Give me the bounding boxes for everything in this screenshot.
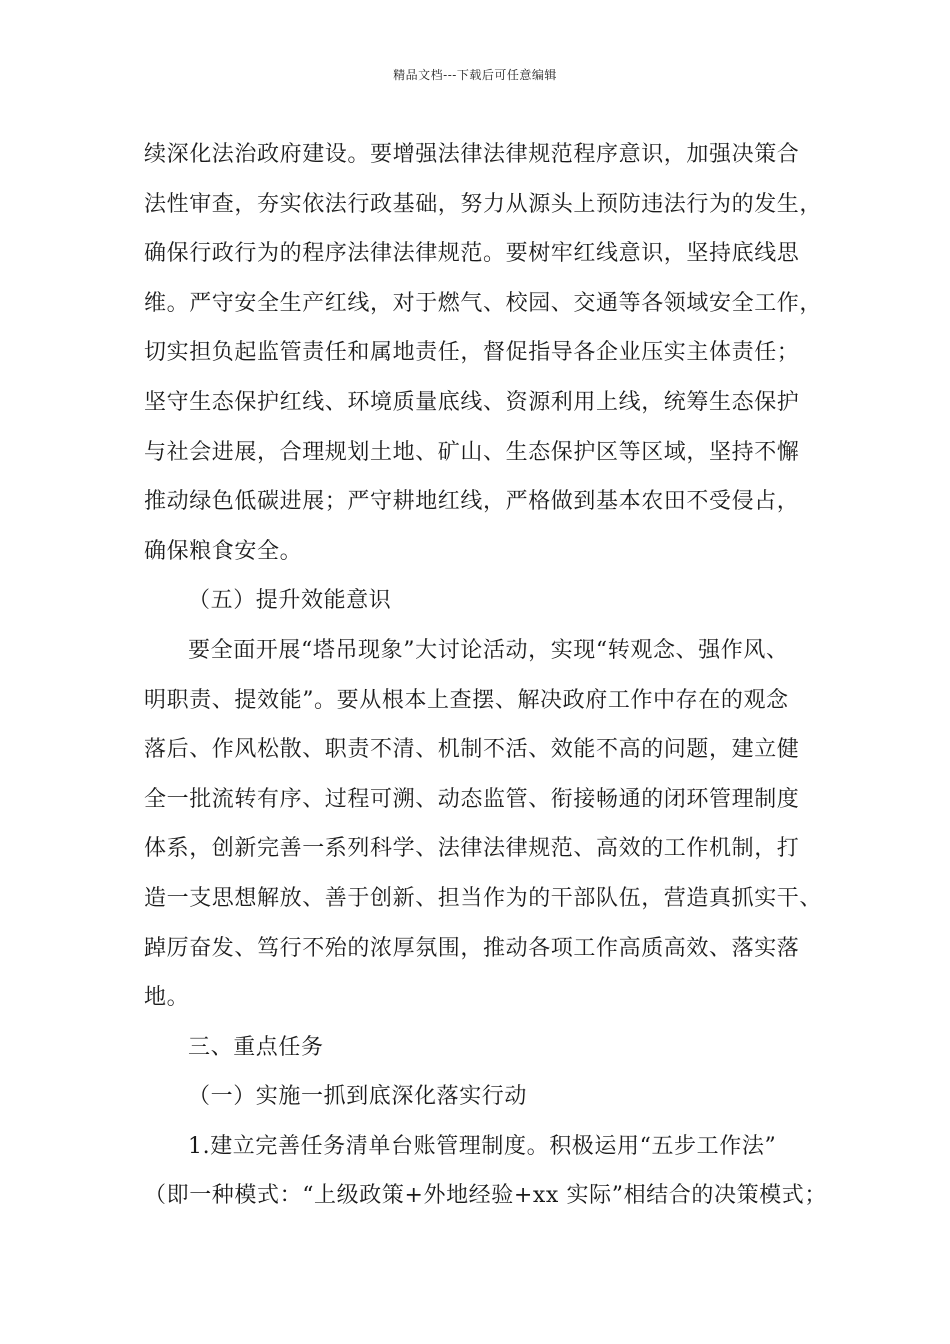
section-heading: 三、重点任务 [188, 1034, 324, 1060]
text-line: 地。 [144, 985, 190, 1011]
text-line: （即一种模式：“上级政策+外地经验+xx 实际”相结合的决策模式； [144, 1183, 827, 1209]
text-line: 全一批流转有序、过程可溯、动态监管、衔接畅通的闭环管理制度 [144, 786, 800, 812]
text-line: 落后、作风松散、职责不清、机制不活、效能不高的问题，建立健 [144, 737, 800, 763]
text-line: 确保行政行为的程序法律法律规范。要树牢红线意识，坚持底线思 [144, 241, 800, 267]
document-body [144, 130, 844, 1221]
text-line: 坚守生态保护红线、环境质量底线、资源利用上线，统筹生态保护 [144, 389, 800, 415]
section-heading: （一）实施一抓到底深化落实行动 [188, 1084, 528, 1110]
text-line: 与社会进展，合理规划土地、矿山、生态保护区等区域，坚持不懈 [144, 439, 800, 465]
page-header: 精品文档---下载后可任意编辑 [393, 68, 557, 82]
text-line: 推动绿色低碳进展；严守耕地红线，严格做到基本农田不受侵占， [144, 489, 800, 515]
text-line: 要全面开展“塔吊现象”大讨论活动，实现“转观念、强作风、 [188, 637, 789, 663]
text-line: 法性审查，夯实依法行政基础，努力从源头上预防违法行为的发生， [144, 191, 823, 217]
section-heading: （五）提升效能意识 [188, 588, 392, 614]
text-line: 踔厉奋发、笃行不殆的浓厚氛围，推动各项工作高质高效、落实落 [144, 935, 800, 961]
text-line: 1.建立完善任务清单台账管理制度。积极运用“五步工作法” [188, 1133, 777, 1159]
text-line: 续深化法治政府建设。要增强法律法律规范程序意识，加强决策合 [144, 142, 800, 167]
text-line: 明职责、提效能”。要从根本上查摆、解决政府工作中存在的观念 [144, 687, 789, 713]
text-line: 切实担负起监管责任和属地责任，督促指导各企业压实主体责任； [144, 340, 800, 366]
text-line: 确保粮食安全。 [144, 538, 303, 564]
text-line: 体系，创新完善一系列科学、法律法律规范、高效的工作机制，打 [144, 836, 800, 862]
text-line: 维。严守安全生产红线，对于燃气、校园、交通等各领域安全工作， [144, 290, 823, 316]
text-line: 造一支思想解放、善于创新、担当作为的干部队伍，营造真抓实干、 [144, 885, 823, 911]
